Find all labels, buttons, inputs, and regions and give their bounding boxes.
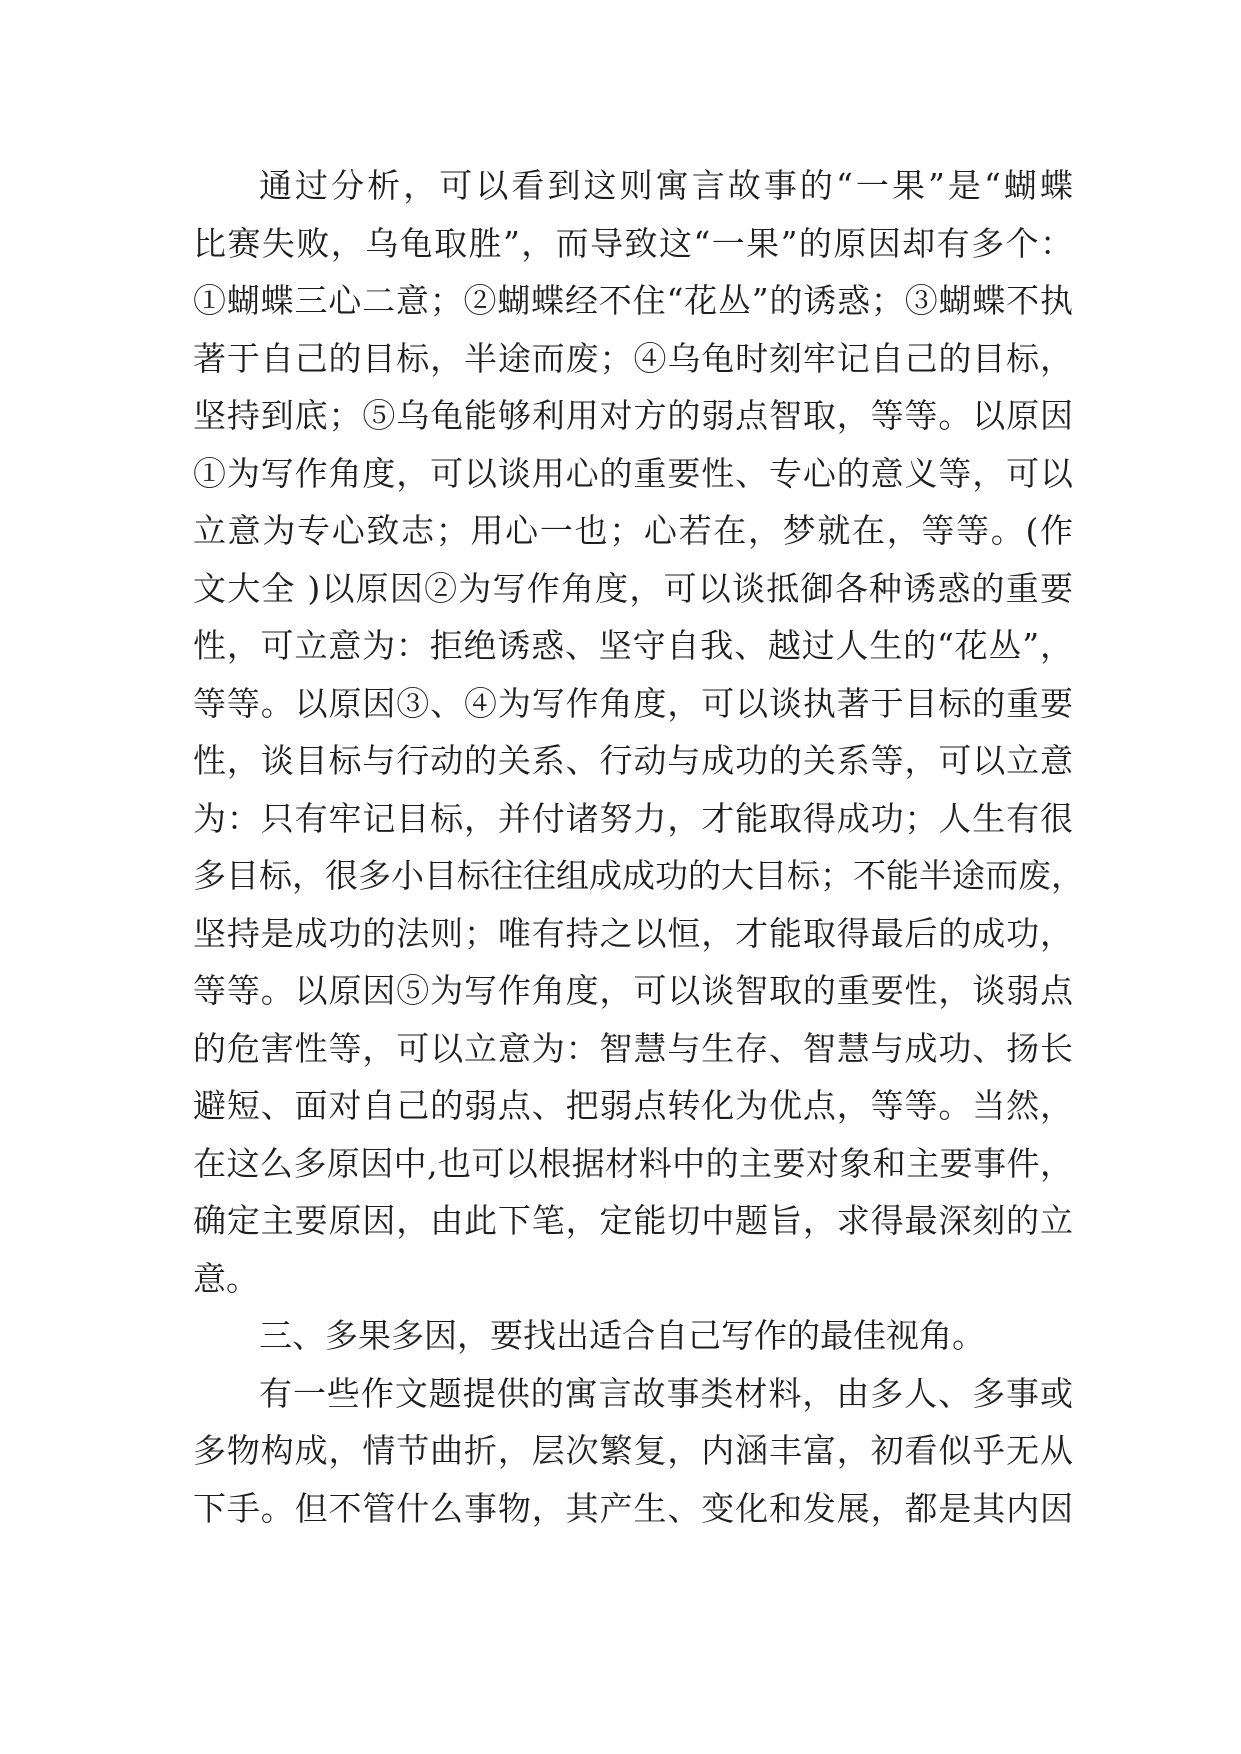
section-heading: 三、多果多因，要找出适合自己写作的最佳视角。: [259, 1316, 985, 1355]
text-line: 多目标，很多小目标往往组成成功的大目标；不能半途而废，: [193, 856, 1084, 895]
text-line: 为：只有牢记目标，并付诸努力，才能取得成功；人生有很: [193, 798, 1073, 838]
text-line: 等等。以原因③、④为写作角度，可以谈执著于目标的重要: [193, 683, 1073, 723]
text-line: 立意为专心致志；用心一也；心若在，梦就在，等等。(作: [193, 511, 1073, 550]
text-line: 文大全 )以原因②为写作角度，可以谈抵御各种诱惑的重要: [193, 568, 1073, 608]
text-line: ①为写作角度，可以谈用心的重要性、专心的意义等，可以: [193, 453, 1073, 493]
text-line: 著于自己的目标，半途而废；④乌龟时刻牢记自己的目标，: [193, 338, 1073, 378]
text-line: 性，可立意为：拒绝诱惑、坚守自我、越过人生的“花丛”，: [193, 626, 1073, 665]
text-line: 避短、面对自己的弱点、把弱点转化为优点，等等。当然，: [193, 1086, 1073, 1125]
text-line: 通过分析，可以看到这则寓言故事的“一果”是“蝴蝶: [259, 166, 1073, 205]
text-line: 在这么多原因中,也可以根据材料中的主要对象和主要事件，: [193, 1143, 1073, 1183]
text-line: 意。: [193, 1258, 259, 1298]
text-line: 的危害性等，可以立意为：智慧与生存、智慧与成功、扬长: [193, 1028, 1073, 1068]
text-line: 比赛失败，乌龟取胜”，而导致这“一果”的原因却有多个：: [193, 223, 1073, 263]
text-line: 性，谈目标与行动的关系、行动与成功的关系等，可以立意: [193, 741, 1073, 780]
text-line: 有一些作文题提供的寓言故事类材料，由多人、多事或: [259, 1373, 1073, 1413]
text-line: 确定主要原因，由此下笔，定能切中题旨，求得最深刻的立: [193, 1201, 1073, 1240]
text-line: ①蝴蝶三心二意；②蝴蝶经不住“花丛”的诱惑；③蝴蝶不执: [193, 281, 1073, 320]
text-line: 坚持到底；⑤乌龟能够利用对方的弱点智取，等等。以原因: [193, 396, 1073, 435]
body-text: [193, 157, 1084, 1537]
text-line: 等等。以原因⑤为写作角度，可以谈智取的重要性，谈弱点: [193, 971, 1073, 1010]
text-line: 下手。但不管什么事物，其产生、变化和发展，都是其内因: [193, 1488, 1073, 1528]
text-line: 坚持是成功的法则；唯有持之以恒，才能取得最后的成功，: [193, 913, 1073, 953]
text-line: 多物构成，情节曲折，层次繁复，内涵丰富，初看似乎无从: [193, 1431, 1073, 1470]
